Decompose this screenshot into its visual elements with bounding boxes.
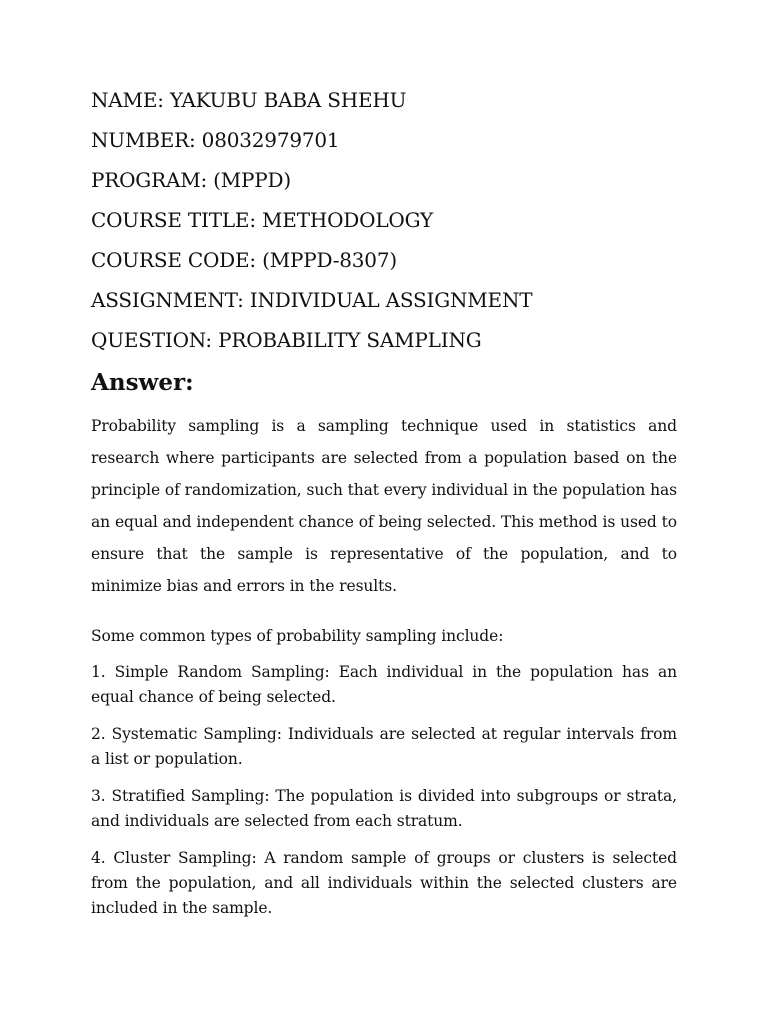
list-item: 3. Stratified Sampling: The population is divided into subgroups or strata, and individuals are selected from each stratum. xyxy=(91,787,677,830)
course-title: COURSE TITLE: METHODOLOGY xyxy=(91,208,434,232)
types-intro: Some common types of probability sampling include: xyxy=(91,627,504,645)
sampling-types-list xyxy=(91,660,677,921)
answer-heading: Answer: xyxy=(91,369,194,396)
intro-paragraph: Probability sampling is a sampling technique used in statistics and research where participants are selected from a population based on the principle of randomization, such that every individual in the population has an equal and independent chance of being selected. This method is used to ensure that the sample is representative of the population, and to minimize bias and errors in the results. xyxy=(91,417,677,595)
assignment-type: ASSIGNMENT: INDIVIDUAL ASSIGNMENT xyxy=(91,288,533,312)
list-item: 4. Cluster Sampling: A random sample of groups or clusters is selected from the population, and all individuals within the selected clusters are included in the sample. xyxy=(91,849,677,917)
question-title: QUESTION: PROBABILITY SAMPLING xyxy=(91,328,482,352)
list-item: 2. Systematic Sampling: Individuals are selected at regular intervals from a list or population. xyxy=(91,725,677,768)
student-name: NAME: YAKUBU BABA SHEHU xyxy=(91,88,407,112)
course-code: COURSE CODE: (MPPD-8307) xyxy=(91,248,397,272)
list-item: 1. Simple Random Sampling: Each individual in the population has an equal chance of being selected. xyxy=(91,663,677,706)
student-number: NUMBER: 08032979701 xyxy=(91,128,340,152)
document-page xyxy=(91,80,677,921)
program: PROGRAM: (MPPD) xyxy=(91,168,291,192)
